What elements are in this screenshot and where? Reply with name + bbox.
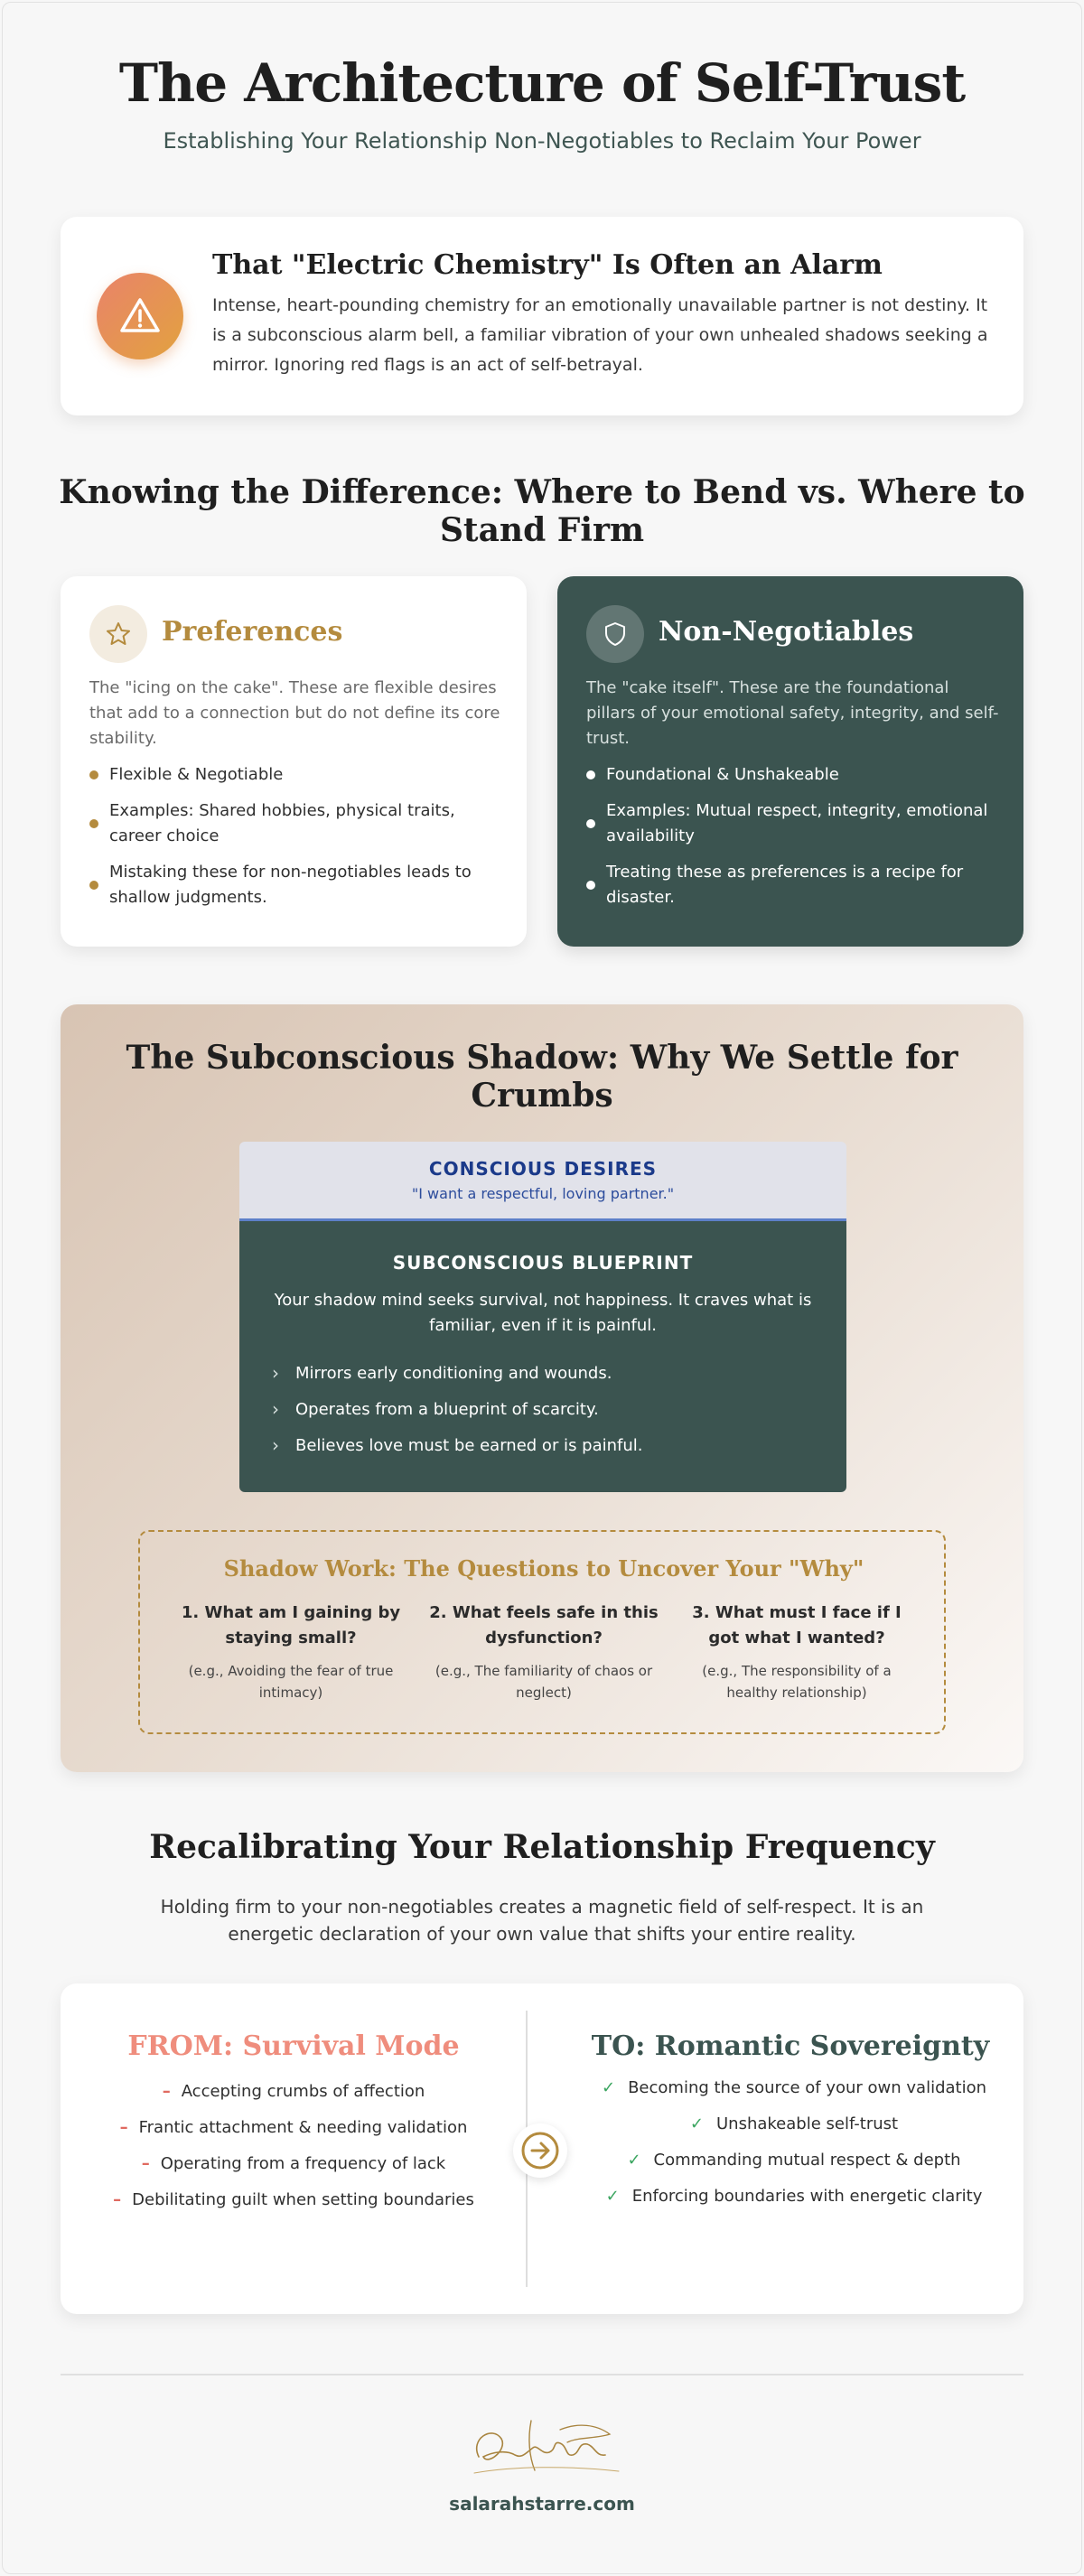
minus-icon: – <box>113 2190 122 2209</box>
list-item: – Frantic attachment & needing validation <box>119 2118 468 2137</box>
to-list <box>595 2076 993 2220</box>
list-item: › Believes love must be earned or is painful. <box>266 1433 643 1458</box>
subconscious-blueprint-box <box>239 1221 846 1492</box>
chevron-right-icon: › <box>272 1362 279 1384</box>
non-negotiables-card <box>557 576 1023 947</box>
subconscious-description: Your shadow mind seeks survival, not happiness. It craves what is familiar, even if it is painful. <box>274 1291 812 1335</box>
list-item: Mistaking these for non-negotiables leads to shallow judgments. <box>89 860 505 910</box>
shadow-question: 2. What feels safe in this dysfunction? (e.g., The familiarity of chaos or neglect) <box>429 1603 659 1701</box>
star-icon <box>89 605 147 663</box>
shadow-question: 3. What must I face if I got what I wanted? (e.g., The responsibility of a healthy relationship) <box>692 1603 902 1701</box>
check-icon: ✓ <box>689 2114 704 2133</box>
footer-divider <box>61 2374 1023 2375</box>
to-title: TO: Romantic Sovereignty <box>591 2030 990 2062</box>
preferences-description: The "icing on the cake". These are flexible desires that add to a connection but do not define its core stability. <box>89 678 500 748</box>
shadow-work-title: Shadow Work: The Questions to Uncover Your "Why" <box>223 1555 864 1582</box>
bullet-dot <box>586 881 595 890</box>
bullet-dot <box>89 819 98 828</box>
bullet-dot <box>89 881 98 890</box>
list-item: Examples: Shared hobbies, physical traits, career choice <box>89 798 505 849</box>
non-negotiables-title: Non-Negotiables <box>659 616 914 648</box>
signature-logo <box>452 2403 632 2493</box>
subconscious-list <box>266 1360 643 1469</box>
arrow-right-icon <box>513 2123 567 2178</box>
conscious-quote: "I want a respectful, loving partner." <box>411 1185 675 1202</box>
minus-icon: – <box>162 2082 171 2101</box>
shield-icon <box>586 605 644 663</box>
minus-icon: – <box>141 2154 150 2173</box>
shadow-heading: The Subconscious Shadow: Why We Settle for Crumbs <box>126 1039 958 1115</box>
preferences-title: Preferences <box>162 616 343 648</box>
from-list <box>61 2079 527 2224</box>
list-item: – Operating from a frequency of lack <box>141 2154 446 2173</box>
minus-icon: – <box>119 2118 128 2137</box>
list-item: Flexible & Negotiable <box>89 762 505 788</box>
page-subtitle: Establishing Your Relationship Non-Negotiables to Reclaim Your Power <box>163 128 921 154</box>
shadow-question: 1. What am I gaining by staying small? (e.g., Avoiding the fear of true intimacy) <box>181 1603 401 1701</box>
list-item: Treating these as preferences is a recipe for disaster. <box>586 860 1002 910</box>
warning-icon <box>97 273 183 359</box>
list-item: ✓ Commanding mutual respect & depth <box>595 2148 993 2173</box>
list-item: › Mirrors early conditioning and wounds. <box>266 1360 643 1386</box>
bullet-dot <box>586 819 595 828</box>
shadow-work-box <box>138 1530 946 1734</box>
list-item: – Accepting crumbs of affection <box>162 2082 425 2101</box>
check-icon: ✓ <box>627 2151 641 2170</box>
subconscious-title: SUBCONSCIOUS BLUEPRINT <box>392 1252 694 1274</box>
recalibrate-heading: Recalibrating Your Relationship Frequency <box>149 1828 935 1866</box>
conscious-title: CONSCIOUS DESIRES <box>428 1158 658 1180</box>
check-icon: ✓ <box>605 2187 620 2206</box>
website-link[interactable]: salarahstarre.com <box>449 2493 635 2515</box>
difference-heading: Knowing the Difference: Where to Bend vs. Where to Stand Firm <box>59 473 1025 549</box>
page-title: The Architecture of Self-Trust <box>118 52 966 114</box>
non-negotiables-description: The "cake itself". These are the foundational pillars of your emotional safety, integrity, and self-trust. <box>586 678 999 748</box>
bullet-dot <box>89 770 98 779</box>
alarm-card <box>61 217 1023 415</box>
bullet-dot <box>586 770 595 779</box>
list-item: ✓ Unshakeable self-trust <box>595 2112 993 2137</box>
conscious-desires-box <box>239 1142 846 1221</box>
preferences-card <box>61 576 527 947</box>
list-item: › Operates from a blueprint of scarcity. <box>266 1396 643 1422</box>
list-item: ✓ Enforcing boundaries with energetic clarity <box>595 2184 993 2209</box>
alarm-title: That "Electric Chemistry" Is Often an Alarm <box>212 249 883 281</box>
non-negotiables-list <box>586 762 1002 921</box>
from-to-comparison <box>61 1983 1023 2314</box>
preferences-list <box>89 762 505 921</box>
list-item: Foundational & Unshakeable <box>586 762 1002 788</box>
shadow-section <box>61 1004 1023 1772</box>
alarm-body: Intense, heart-pounding chemistry for an emotionally unavailable partner is not destiny. It is a subconscious alarm bell, a familiar vibration of your own unhealed shadows seeking a mirror. Ignoring red flags is an act of self-betrayal. <box>212 295 988 375</box>
recalibrate-description: Holding firm to your non-negotiables creates a magnetic field of self-respect. It is an energetic declaration of your own value that shifts your entire reality. <box>160 1896 924 1945</box>
check-icon: ✓ <box>601 2078 616 2097</box>
chevron-right-icon: › <box>272 1398 279 1420</box>
list-item: – Debilitating guilt when setting boundaries <box>113 2190 474 2209</box>
chevron-right-icon: › <box>272 1434 279 1456</box>
from-title: FROM: Survival Mode <box>127 2030 460 2062</box>
list-item: Examples: Mutual respect, integrity, emotional availability <box>586 798 1002 849</box>
list-item: ✓ Becoming the source of your own validation <box>595 2076 993 2101</box>
